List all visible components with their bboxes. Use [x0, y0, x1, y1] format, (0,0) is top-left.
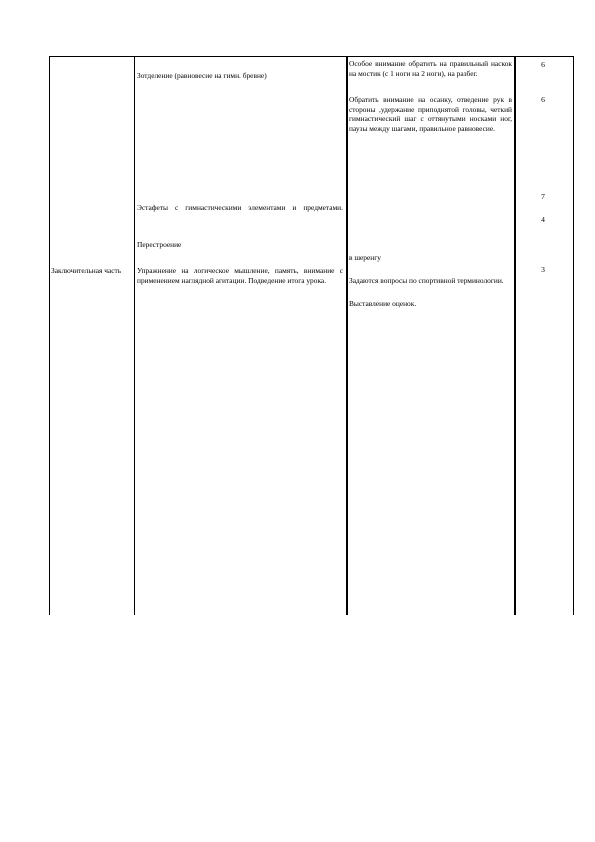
note-line-formation: в шеренгу [349, 253, 381, 262]
dosage-value: 4 [541, 215, 545, 224]
note-mostik: Особое внимание обратить на правильный наскок на мостик (с 1 ноги на 2 ноги), на разбег. [349, 59, 512, 78]
table-left-border [49, 56, 50, 615]
dosage-value: 3 [541, 265, 545, 274]
column-divider-2 [346, 56, 348, 615]
dosage-value: 7 [541, 192, 545, 201]
note-posture: Обратить внимание на осанку, отведение рук в стороны ,удержание приподнятой головы, четкий гимнастический шаг с оттянутыми носками ног, паузы между шагами, правильное равновесие. [349, 95, 512, 133]
dosage-value: 6 [541, 60, 545, 69]
column-divider-1 [134, 56, 135, 615]
section-label: Заключительная часть [51, 266, 122, 275]
exercise-logic-summary: Упражнение на логическое мышление, память, внимание с применением наглядной агитации. Подведение итога урока. [137, 266, 343, 285]
exercise-regrouping: Перестроение [137, 240, 182, 249]
table-right-border [573, 56, 574, 615]
exercise-relays: Эстафеты с гимнастическими элементами и предметами. [137, 203, 343, 212]
note-questions: Задаются вопросы по спортивной терминологии. [349, 276, 504, 285]
table-top-border [49, 56, 574, 57]
note-grading: Выставление оценок. [349, 299, 417, 308]
exercise-balance-beam: Зотделение (равновесие на гимн. бревне) [137, 71, 267, 80]
column-divider-3 [514, 56, 516, 615]
dosage-value: 6 [541, 95, 545, 104]
